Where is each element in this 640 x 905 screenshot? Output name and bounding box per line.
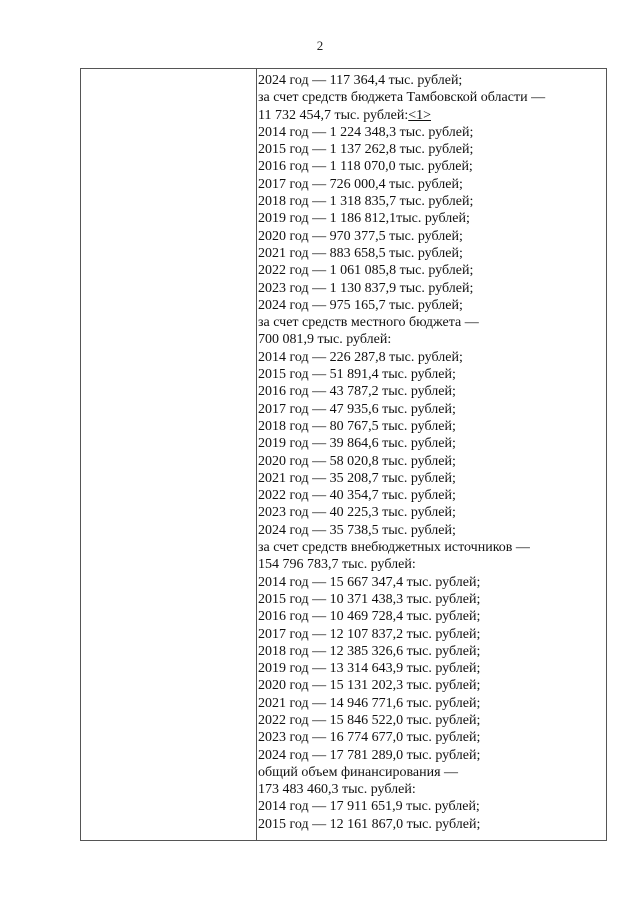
table-right-column: [258, 72, 602, 833]
text-line: 2014 год — 17 911 651,9 тыс. рублей;: [258, 799, 480, 815]
text-line: 2020 год — 58 020,8 тыс. рублей;: [258, 453, 456, 469]
text-line: 2020 год — 15 131 202,3 тыс. рублей;: [258, 678, 481, 694]
table-left-column: [81, 69, 257, 840]
text-line: 2015 год — 10 371 438,3 тыс. рублей;: [258, 591, 481, 607]
text-line: 2017 год — 12 107 837,2 тыс. рублей;: [258, 626, 481, 642]
text-line: 2016 год — 43 787,2 тыс. рублей;: [258, 384, 456, 400]
text-line: 2024 год — 975 165,7 тыс. рублей;: [258, 297, 463, 313]
text-line: 2019 год — 39 864,6 тыс. рублей;: [258, 436, 456, 452]
text-line: 2019 год — 13 314 643,9 тыс. рублей;: [258, 661, 481, 677]
text-line: 2021 год — 35 208,7 тыс. рублей;: [258, 470, 456, 486]
text-line: 2022 год — 1 061 085,8 тыс. рублей;: [258, 263, 474, 279]
text-line: 2024 год — 35 738,5 тыс. рублей;: [258, 522, 456, 538]
text-line: 2023 год — 40 225,3 тыс. рублей;: [258, 505, 456, 521]
text-line: 2014 год — 1 224 348,3 тыс. рублей;: [258, 124, 474, 140]
financing-table: [80, 68, 607, 841]
text-line: 2018 год — 80 767,5 тыс. рублей;: [258, 418, 456, 434]
text-line: 2020 год — 970 377,5 тыс. рублей;: [258, 228, 463, 244]
text-line: 700 081,9 тыс. рублей:: [258, 332, 392, 348]
text-line: 2015 год — 1 137 262,8 тыс. рублей;: [258, 142, 474, 158]
text-line: за счет средств внебюджетных источников —: [258, 540, 530, 556]
text-line: 2021 год — 883 658,5 тыс. рублей;: [258, 245, 463, 261]
text-line: 2022 год — 15 846 522,0 тыс. рублей;: [258, 712, 481, 728]
text-line: 2023 год — 16 774 677,0 тыс. рублей;: [258, 730, 481, 746]
text-line: 154 796 783,7 тыс. рублей:: [258, 557, 416, 573]
text-line: 173 483 460,3 тыс. рублей:: [258, 782, 416, 798]
page-number: 2: [316, 38, 324, 53]
text-line: общий объем финансирования —: [258, 764, 459, 780]
text-line: [258, 107, 602, 124]
text-line-content: 11 732 454,7 тыс. рублей:: [258, 107, 409, 123]
text-line: за счет средств местного бюджета —: [258, 315, 479, 331]
text-line: 2018 год — 12 385 326,6 тыс. рублей;: [258, 643, 481, 659]
text-line: 2014 год — 226 287,8 тыс. рублей;: [258, 349, 463, 365]
text-line: 2015 год — 12 161 867,0 тыс. рублей;: [258, 816, 481, 832]
text-line: 2014 год — 15 667 347,4 тыс. рублей;: [258, 574, 481, 590]
text-line: 2016 год — 1 118 070,0 тыс. рублей;: [258, 159, 473, 175]
text-line: за счет средств бюджета Тамбовской области —: [258, 90, 546, 106]
text-line: 2018 год — 1 318 835,7 тыс. рублей;: [258, 194, 474, 210]
text-line: 2017 год — 726 000,4 тыс. рублей;: [258, 176, 463, 192]
text-line: 2022 год — 40 354,7 тыс. рублей;: [258, 488, 456, 504]
text-line: 2023 год — 1 130 837,9 тыс. рублей;: [258, 280, 474, 296]
text-line: 2021 год — 14 946 771,6 тыс. рублей;: [258, 695, 481, 711]
text-line: 2024 год — 17 781 289,0 тыс. рублей;: [258, 747, 481, 763]
text-line: 2016 год — 10 469 728,4 тыс. рублей;: [258, 609, 481, 625]
footnote-link[interactable]: <1>: [408, 107, 432, 123]
text-line: 2015 год — 51 891,4 тыс. рублей;: [258, 367, 456, 383]
text-line: 2019 год — 1 186 812,1тыс. рублей;: [258, 211, 470, 227]
text-line: 2017 год — 47 935,6 тыс. рублей;: [258, 401, 456, 417]
text-line: 2024 год — 117 364,4 тыс. рублей;: [258, 73, 463, 88]
